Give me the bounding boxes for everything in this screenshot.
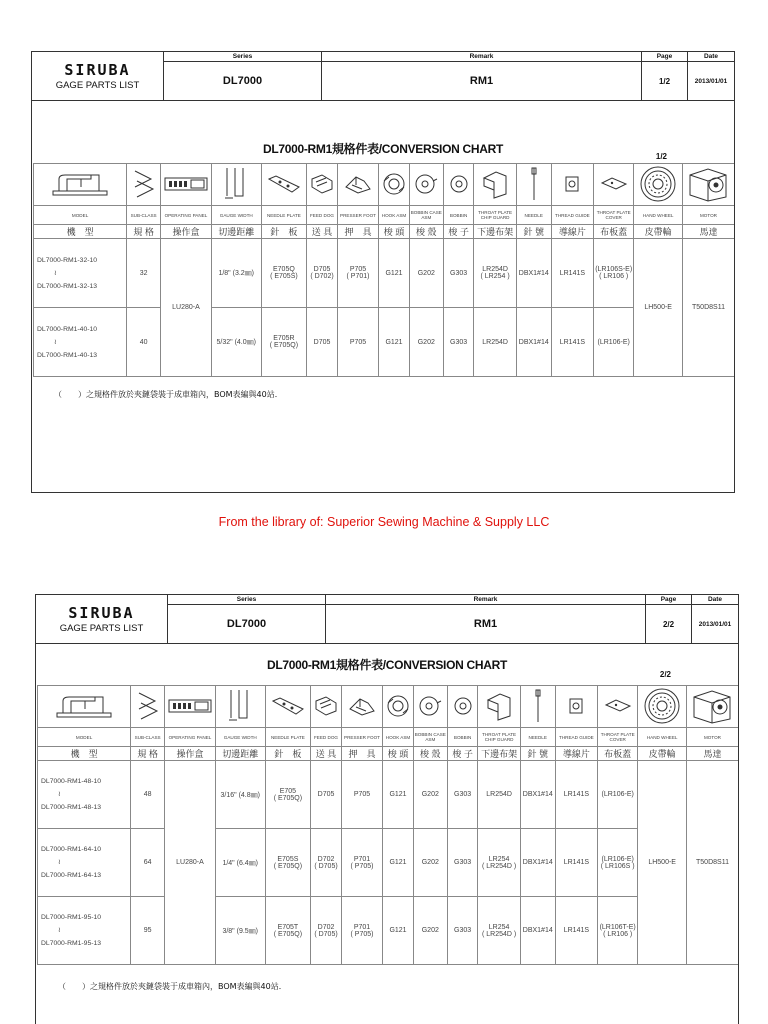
hand-wheel-icon bbox=[639, 165, 677, 205]
operating-panel-cell: LU280-A bbox=[165, 761, 216, 965]
hand-wheel-icon-cell bbox=[634, 164, 683, 206]
column-header-zh: 導線片 bbox=[555, 747, 597, 761]
motor-icon bbox=[690, 687, 736, 727]
subclass-cell: 64 bbox=[131, 829, 165, 897]
column-header-en: THROAT PLATE COVER bbox=[598, 728, 638, 747]
column-header-en: PRESSER FOOT bbox=[337, 206, 378, 225]
column-header-en: BOBBIN CASE ASM bbox=[409, 206, 443, 225]
table-row bbox=[38, 829, 739, 897]
series-value: DL7000 bbox=[226, 618, 267, 630]
bobbin-icon-cell bbox=[447, 686, 478, 728]
gauge-cell: 1/4" (6.4㎜) bbox=[215, 829, 265, 897]
column-header-en: MOTOR bbox=[683, 206, 735, 225]
bobbin-case-cell: G202 bbox=[409, 239, 443, 308]
model-cell: DL7000-RM1-48-10 ≀ DL7000-RM1-48-13 bbox=[38, 761, 131, 829]
subclass-icon bbox=[131, 167, 157, 203]
page-cell bbox=[646, 595, 692, 643]
series-label: Series bbox=[164, 52, 321, 62]
hook-icon-cell bbox=[383, 686, 414, 728]
bobbin-case-cell: G202 bbox=[413, 897, 447, 965]
presser-foot-cell: P705 ( P701) bbox=[337, 239, 378, 308]
needle-plate-cell: E705Q ( E705S) bbox=[261, 239, 307, 308]
subclass-icon-cell bbox=[131, 686, 165, 728]
needle-plate-icon bbox=[266, 173, 302, 197]
column-header-zh: 針 號 bbox=[520, 747, 555, 761]
feed-dog-cell: D702 ( D705) bbox=[311, 829, 342, 897]
bobbin-case-cell: G202 bbox=[413, 761, 447, 829]
hook-icon bbox=[381, 171, 407, 199]
column-header-zh: 導線片 bbox=[551, 225, 593, 239]
column-header-zh: 切邊距離 bbox=[215, 747, 265, 761]
presser-foot-icon bbox=[342, 173, 374, 197]
throat-plate-cover-icon bbox=[600, 175, 628, 195]
table-row bbox=[34, 239, 735, 308]
thread-guide-cell: LR141S bbox=[551, 239, 593, 308]
conversion-table bbox=[33, 163, 735, 377]
column-header-zh: 針 板 bbox=[261, 225, 307, 239]
feed-dog-icon-cell bbox=[307, 164, 338, 206]
column-header-en: NEEDLE bbox=[520, 728, 555, 747]
column-header-en: NEEDLE PLATE bbox=[261, 206, 307, 225]
hand-wheel-cell: LH500-E bbox=[638, 761, 687, 965]
column-header-en: THROAT PLATE COVER bbox=[594, 206, 634, 225]
column-header-zh: 梭 頭 bbox=[383, 747, 414, 761]
throat-plate-chip-guard-icon-cell bbox=[474, 164, 516, 206]
thread-guide-cell: LR141S bbox=[555, 829, 597, 897]
page-mark: 1/2 bbox=[655, 152, 667, 161]
remark-label: Remark bbox=[326, 595, 645, 605]
subclass-cell: 32 bbox=[127, 239, 161, 308]
hook-cell: G121 bbox=[383, 897, 414, 965]
sewing-machine-icon bbox=[45, 169, 115, 201]
column-header-en: MOTOR bbox=[687, 728, 739, 747]
table-row bbox=[34, 308, 735, 377]
hook-cell: G121 bbox=[383, 829, 414, 897]
brand-cell bbox=[32, 52, 164, 100]
gauge-icon bbox=[221, 166, 251, 204]
feed-dog-cell: D705 ( D702) bbox=[307, 239, 338, 308]
chip-guard-cell: LR254D bbox=[478, 761, 520, 829]
operating-panel-icon-cell bbox=[161, 164, 212, 206]
operating-panel-cell: LU280-A bbox=[161, 239, 212, 377]
date-cell bbox=[688, 52, 734, 100]
bobbin-case-cell: G202 bbox=[413, 829, 447, 897]
model-cell: DL7000-RM1-95-10 ≀ DL7000-RM1-95-13 bbox=[38, 897, 131, 965]
column-header-en: HAND WHEEL bbox=[634, 206, 683, 225]
bobbin-case-icon bbox=[413, 172, 439, 198]
gage-parts-sheet-1 bbox=[31, 51, 735, 493]
remark-value: RM1 bbox=[469, 75, 494, 87]
column-header-en: SUB-CLASS bbox=[131, 728, 165, 747]
bobbin-case-icon-cell bbox=[413, 686, 447, 728]
page-label: Page bbox=[642, 52, 687, 62]
library-note: From the library of: Superior Sewing Machine & Supply LLC bbox=[218, 515, 550, 529]
needle-plate-cell: E705R ( E705Q) bbox=[261, 308, 307, 377]
plate-cover-cell: (LR106S-E) ( LR106 ) bbox=[594, 239, 634, 308]
column-header-zh: 下邊布架 bbox=[474, 225, 516, 239]
series-cell bbox=[164, 52, 322, 100]
siruba-logo: SIRUBA bbox=[68, 604, 135, 622]
column-header-en: HAND WHEEL bbox=[638, 728, 687, 747]
column-header-zh: 梭 殼 bbox=[409, 225, 443, 239]
column-header-zh: 梭 子 bbox=[443, 225, 474, 239]
conversion-table bbox=[37, 685, 739, 965]
chip-guard-cell: LR254 ( LR254D ) bbox=[478, 829, 520, 897]
sheet-header bbox=[32, 52, 734, 101]
plate-cover-cell: (LR106T-E) ( LR106 ) bbox=[598, 897, 638, 965]
subclass-cell: 40 bbox=[127, 308, 161, 377]
date-value: 2013/01/01 bbox=[694, 77, 728, 85]
bobbin-cell: G303 bbox=[443, 308, 474, 377]
presser-foot-cell: P705 bbox=[337, 308, 378, 377]
siruba-logo: SIRUBA bbox=[64, 61, 131, 79]
needle-plate-cell: E705T ( E705Q) bbox=[265, 897, 311, 965]
gage-parts-sheet-2 bbox=[35, 594, 739, 1024]
column-header-en: FEED DOG bbox=[307, 206, 338, 225]
throat-plate-chip-guard-icon bbox=[484, 690, 514, 724]
column-header-zh: 馬達 bbox=[683, 225, 735, 239]
column-header-en: GAUGE WIDTH bbox=[211, 206, 261, 225]
motor-icon-cell bbox=[683, 164, 735, 206]
feed-dog-cell: D702 ( D705) bbox=[311, 897, 342, 965]
presser-foot-icon-cell bbox=[341, 686, 382, 728]
column-header-zh: 馬達 bbox=[687, 747, 739, 761]
hand-wheel-icon-cell bbox=[638, 686, 687, 728]
column-header-en: GAUGE WIDTH bbox=[215, 728, 265, 747]
throat-plate-cover-icon bbox=[604, 697, 632, 717]
throat-plate-cover-icon-cell bbox=[598, 686, 638, 728]
column-header-en: FEED DOG bbox=[311, 728, 342, 747]
needle-icon bbox=[529, 166, 539, 204]
model-cell: DL7000-RM1-64-10 ≀ DL7000-RM1-64-13 bbox=[38, 829, 131, 897]
column-header-zh: 下邊布架 bbox=[478, 747, 520, 761]
column-header-en: HOOK ASM bbox=[379, 206, 410, 225]
motor-cell: T50D8S11 bbox=[687, 761, 739, 965]
motor-cell: T50D8S11 bbox=[683, 239, 735, 377]
operating-panel-icon-cell bbox=[165, 686, 216, 728]
hook-cell: G121 bbox=[383, 761, 414, 829]
series-cell bbox=[168, 595, 326, 643]
column-header-en: THREAD GUIDE bbox=[551, 206, 593, 225]
column-header-zh: 送 具 bbox=[311, 747, 342, 761]
feed-dog-cell: D705 bbox=[307, 308, 338, 377]
plate-cover-cell: (LR106-E) ( LR106S ) bbox=[598, 829, 638, 897]
column-header-en: OPERATING PANEL bbox=[165, 728, 216, 747]
column-header-zh: 切邊距離 bbox=[211, 225, 261, 239]
date-cell bbox=[692, 595, 738, 643]
page-cell bbox=[642, 52, 688, 100]
sewing-machine-icon-cell bbox=[34, 164, 127, 206]
presser-foot-cell: P701 ( P705) bbox=[341, 897, 382, 965]
motor-icon-cell bbox=[687, 686, 739, 728]
needle-cell: DBX1#14 bbox=[520, 897, 555, 965]
column-header-zh: 梭 頭 bbox=[379, 225, 410, 239]
hook-cell: G121 bbox=[379, 239, 410, 308]
needle-plate-icon-cell bbox=[265, 686, 311, 728]
needle-cell: DBX1#14 bbox=[520, 761, 555, 829]
bobbin-case-icon bbox=[417, 694, 443, 720]
column-header-en: THROAT PLATE CHIP GUARD bbox=[478, 728, 520, 747]
bom-note: （ ）之規格件放於夾鏈袋裝于成車箱內，BOM表編與40站． bbox=[58, 982, 287, 991]
needle-plate-icon-cell bbox=[261, 164, 307, 206]
sewing-machine-icon-cell bbox=[38, 686, 131, 728]
series-label: Series bbox=[168, 595, 325, 605]
subclass-icon-cell bbox=[127, 164, 161, 206]
needle-cell: DBX1#14 bbox=[520, 829, 555, 897]
bobbin-icon bbox=[448, 173, 470, 197]
thread-guide-cell: LR141S bbox=[551, 308, 593, 377]
series-value: DL7000 bbox=[222, 75, 263, 87]
column-header-en: HOOK ASM bbox=[383, 728, 414, 747]
needle-plate-cell: E705S ( E705Q) bbox=[265, 829, 311, 897]
subclass-cell: 48 bbox=[131, 761, 165, 829]
needle-icon bbox=[533, 688, 543, 726]
column-header-zh: 押 具 bbox=[337, 225, 378, 239]
remark-cell bbox=[322, 52, 642, 100]
table-row bbox=[38, 761, 739, 829]
chart-title: DL7000-RM1規格件表/CONVERSION CHART bbox=[262, 142, 504, 156]
bobbin-case-icon-cell bbox=[409, 164, 443, 206]
page-value: 1/2 bbox=[658, 76, 671, 86]
column-header-zh: 布板蓋 bbox=[598, 747, 638, 761]
column-header-en: NEEDLE bbox=[516, 206, 551, 225]
gauge-cell: 5/32" (4.0㎜) bbox=[211, 308, 261, 377]
bobbin-cell: G303 bbox=[447, 829, 478, 897]
column-header-zh: 梭 殼 bbox=[413, 747, 447, 761]
presser-foot-icon-cell bbox=[337, 164, 378, 206]
plate-cover-cell: (LR106-E) bbox=[598, 761, 638, 829]
column-header-zh: 布板蓋 bbox=[594, 225, 634, 239]
thread-guide-icon-cell bbox=[555, 686, 597, 728]
bom-note: （ ）之規格件放於夾鏈袋裝于成車箱內，BOM表編與40站． bbox=[54, 390, 283, 399]
column-header-zh: 皮帶輪 bbox=[638, 747, 687, 761]
gauge-icon-cell bbox=[215, 686, 265, 728]
needle-plate-cell: E705 ( E705Q) bbox=[265, 761, 311, 829]
column-header-zh: 規 格 bbox=[127, 225, 161, 239]
operating-panel-icon bbox=[168, 699, 212, 715]
column-header-en: SUB-CLASS bbox=[127, 206, 161, 225]
column-header-en: PRESSER FOOT bbox=[341, 728, 382, 747]
presser-foot-cell: P701 ( P705) bbox=[341, 829, 382, 897]
chart-title: DL7000-RM1規格件表/CONVERSION CHART bbox=[266, 658, 508, 672]
doc-title: GAGE PARTS LIST bbox=[59, 623, 144, 634]
page-value: 2/2 bbox=[662, 619, 675, 629]
sewing-machine-icon bbox=[49, 691, 119, 723]
column-header-en: THROAT PLATE CHIP GUARD bbox=[474, 206, 516, 225]
feed-dog-icon bbox=[309, 173, 335, 197]
doc-title: GAGE PARTS LIST bbox=[55, 80, 140, 91]
date-label: Date bbox=[692, 595, 738, 605]
throat-plate-cover-icon-cell bbox=[594, 164, 634, 206]
throat-plate-chip-guard-icon bbox=[480, 168, 510, 202]
column-header-zh: 送 具 bbox=[307, 225, 338, 239]
presser-foot-icon bbox=[346, 695, 378, 719]
column-header-zh: 機 型 bbox=[38, 747, 131, 761]
needle-icon-cell bbox=[516, 164, 551, 206]
operating-panel-icon bbox=[164, 177, 208, 193]
date-label: Date bbox=[688, 52, 734, 62]
needle-icon-cell bbox=[520, 686, 555, 728]
page-label: Page bbox=[646, 595, 691, 605]
bobbin-cell: G303 bbox=[443, 239, 474, 308]
thread-guide-icon bbox=[562, 173, 582, 197]
hook-icon-cell bbox=[379, 164, 410, 206]
brand-cell bbox=[36, 595, 168, 643]
column-header-zh: 針 號 bbox=[516, 225, 551, 239]
date-value: 2013/01/01 bbox=[698, 620, 732, 628]
model-cell: DL7000-RM1-32-10 ≀ DL7000-RM1-32-13 bbox=[34, 239, 127, 308]
needle-cell: DBX1#14 bbox=[516, 308, 551, 377]
table-row bbox=[38, 897, 739, 965]
thread-guide-cell: LR141S bbox=[555, 897, 597, 965]
page-mark: 2/2 bbox=[659, 670, 671, 679]
feed-dog-icon-cell bbox=[311, 686, 342, 728]
chip-guard-cell: LR254D bbox=[474, 308, 516, 377]
hand-wheel-icon bbox=[643, 687, 681, 727]
column-header-zh: 針 板 bbox=[265, 747, 311, 761]
bobbin-icon bbox=[452, 695, 474, 719]
column-header-en: MODEL bbox=[38, 728, 131, 747]
column-header-zh: 梭 子 bbox=[447, 747, 478, 761]
model-cell: DL7000-RM1-40-10 ≀ DL7000-RM1-40-13 bbox=[34, 308, 127, 377]
column-header-zh: 機 型 bbox=[34, 225, 127, 239]
column-header-zh: 操作盒 bbox=[161, 225, 212, 239]
gauge-cell: 1/8" (3.2㎜) bbox=[211, 239, 261, 308]
subclass-cell: 95 bbox=[131, 897, 165, 965]
gauge-cell: 3/8" (9.5㎜) bbox=[215, 897, 265, 965]
needle-plate-icon bbox=[270, 695, 306, 719]
bobbin-cell: G303 bbox=[447, 897, 478, 965]
column-header-en: OPERATING PANEL bbox=[161, 206, 212, 225]
column-header-zh: 押 具 bbox=[341, 747, 382, 761]
subclass-icon bbox=[135, 689, 161, 725]
gauge-icon bbox=[225, 688, 255, 726]
sheet-header bbox=[36, 595, 738, 644]
bobbin-icon-cell bbox=[443, 164, 474, 206]
column-header-zh: 規 格 bbox=[131, 747, 165, 761]
thread-guide-cell: LR141S bbox=[555, 761, 597, 829]
needle-cell: DBX1#14 bbox=[516, 239, 551, 308]
motor-icon bbox=[686, 165, 732, 205]
column-header-en: BOBBIN bbox=[443, 206, 474, 225]
column-header-zh: 皮帶輪 bbox=[634, 225, 683, 239]
remark-label: Remark bbox=[322, 52, 641, 62]
column-header-zh: 操作盒 bbox=[165, 747, 216, 761]
column-header-en: THREAD GUIDE bbox=[555, 728, 597, 747]
thread-guide-icon-cell bbox=[551, 164, 593, 206]
gauge-icon-cell bbox=[211, 164, 261, 206]
column-header-en: BOBBIN bbox=[447, 728, 478, 747]
throat-plate-chip-guard-icon-cell bbox=[478, 686, 520, 728]
bobbin-cell: G303 bbox=[447, 761, 478, 829]
column-header-en: MODEL bbox=[34, 206, 127, 225]
feed-dog-icon bbox=[313, 695, 339, 719]
chip-guard-cell: LR254 ( LR254D ) bbox=[478, 897, 520, 965]
chip-guard-cell: LR254D ( LR254 ) bbox=[474, 239, 516, 308]
column-header-en: NEEDLE PLATE bbox=[265, 728, 311, 747]
bobbin-case-cell: G202 bbox=[409, 308, 443, 377]
thread-guide-icon bbox=[566, 695, 586, 719]
gauge-cell: 3/16" (4.8㎜) bbox=[215, 761, 265, 829]
column-header-en: BOBBIN CASE ASM bbox=[413, 728, 447, 747]
remark-cell bbox=[326, 595, 646, 643]
plate-cover-cell: (LR106-E) bbox=[594, 308, 634, 377]
feed-dog-cell: D705 bbox=[311, 761, 342, 829]
remark-value: RM1 bbox=[473, 618, 498, 630]
hook-icon bbox=[385, 693, 411, 721]
hand-wheel-cell: LH500-E bbox=[634, 239, 683, 377]
hook-cell: G121 bbox=[379, 308, 410, 377]
presser-foot-cell: P705 bbox=[341, 761, 382, 829]
